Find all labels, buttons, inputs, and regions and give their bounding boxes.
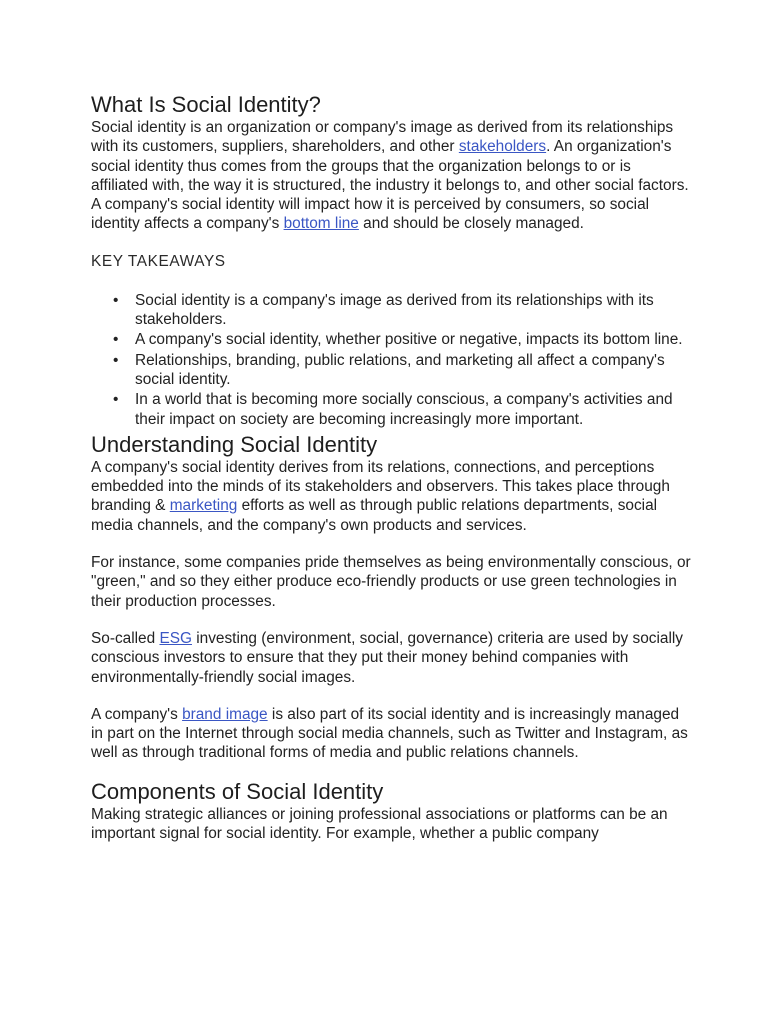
list-item (113, 291, 691, 330)
bullet-icon: • (113, 391, 119, 409)
key-takeaways-list (91, 291, 691, 429)
intro-text-a: Social identity is an organization or company's image as derived from its relationships with its customers, suppliers, shareholders, and other (91, 119, 674, 156)
takeaway-text: Relationships, branding, public relations, and marketing all affect a company's social identity. (135, 351, 665, 388)
list-item (113, 390, 691, 429)
takeaway-text: A company's social identity, whether positive or negative, impacts its bottom line. (135, 331, 683, 349)
esg-text-a: So-called (91, 629, 160, 647)
understanding-text-a: A company's social identity derives from its relations, connections, and perceptions embedded into the minds of its stakeholders and observers. This takes place through branding & (91, 458, 670, 515)
heading-components-of-social-identity: Components of Social Identity (91, 778, 384, 804)
components-paragraph: Making strategic alliances or joining professional associations or platforms can be an important signal for social identity. For example, whether a public company (91, 805, 668, 843)
bullet-icon: • (113, 331, 119, 349)
brand-text-b: is also part of its social identity and is increasingly managed in part on the Internet through social media channels, such as Twitter and Instagram, as well as through traditional forms of media and public relations channels. (91, 705, 688, 762)
bullet-icon: • (113, 291, 119, 309)
understanding-paragraph-3 (91, 629, 691, 687)
understanding-paragraph-1 (91, 458, 691, 535)
brand-text-a: A company's (91, 705, 183, 723)
esg-link[interactable]: ESG (159, 629, 192, 647)
heading-understanding-social-identity: Understanding Social Identity (91, 431, 378, 457)
understanding-paragraph-2: For instance, some companies pride themselves as being environmentally conscious, or "green," and so they either produce eco-friendly products or use green technologies in their production processes. (91, 554, 691, 610)
brand-image-link[interactable]: brand image (182, 705, 268, 723)
intro-text-c: and should be closely managed. (358, 215, 584, 233)
heading-what-is-social-identity: What Is Social Identity? (91, 92, 321, 117)
article (91, 92, 691, 843)
marketing-link[interactable]: marketing (169, 497, 238, 515)
takeaway-text: Social identity is a company's image as derived from its relationships with its stakeholders. (135, 291, 654, 329)
understanding-text-b: efforts as well as through public relations departments, social media channels, and the company's own products and services. (91, 497, 658, 534)
key-takeaways-title: KEY TAKEAWAYS (91, 252, 226, 270)
understanding-paragraph-4 (91, 705, 691, 763)
intro-text-b: . An organization's social identity thus comes from the groups that the organization belongs to or is affiliated with, the way it is structured, the industry it belongs to, and other social factors. A company's social identity will impact how it is perceived by consumers, so social identity affects a company's (91, 138, 689, 233)
bullet-icon: • (113, 351, 119, 369)
stakeholders-link[interactable]: stakeholders (458, 138, 547, 156)
bottom-line-link[interactable]: bottom line (283, 215, 359, 233)
intro-paragraph (91, 118, 691, 234)
esg-text-b: investing (environment, social, governance) criteria are used by socially conscious investors to ensure that they put their money behind companies with environmentally-friendly social images. (91, 629, 683, 686)
list-item (113, 330, 691, 349)
list-item (113, 351, 691, 390)
takeaway-text: In a world that is becoming more socially conscious, a company's activities and their impact on society are becoming increasingly more important. (135, 391, 673, 428)
